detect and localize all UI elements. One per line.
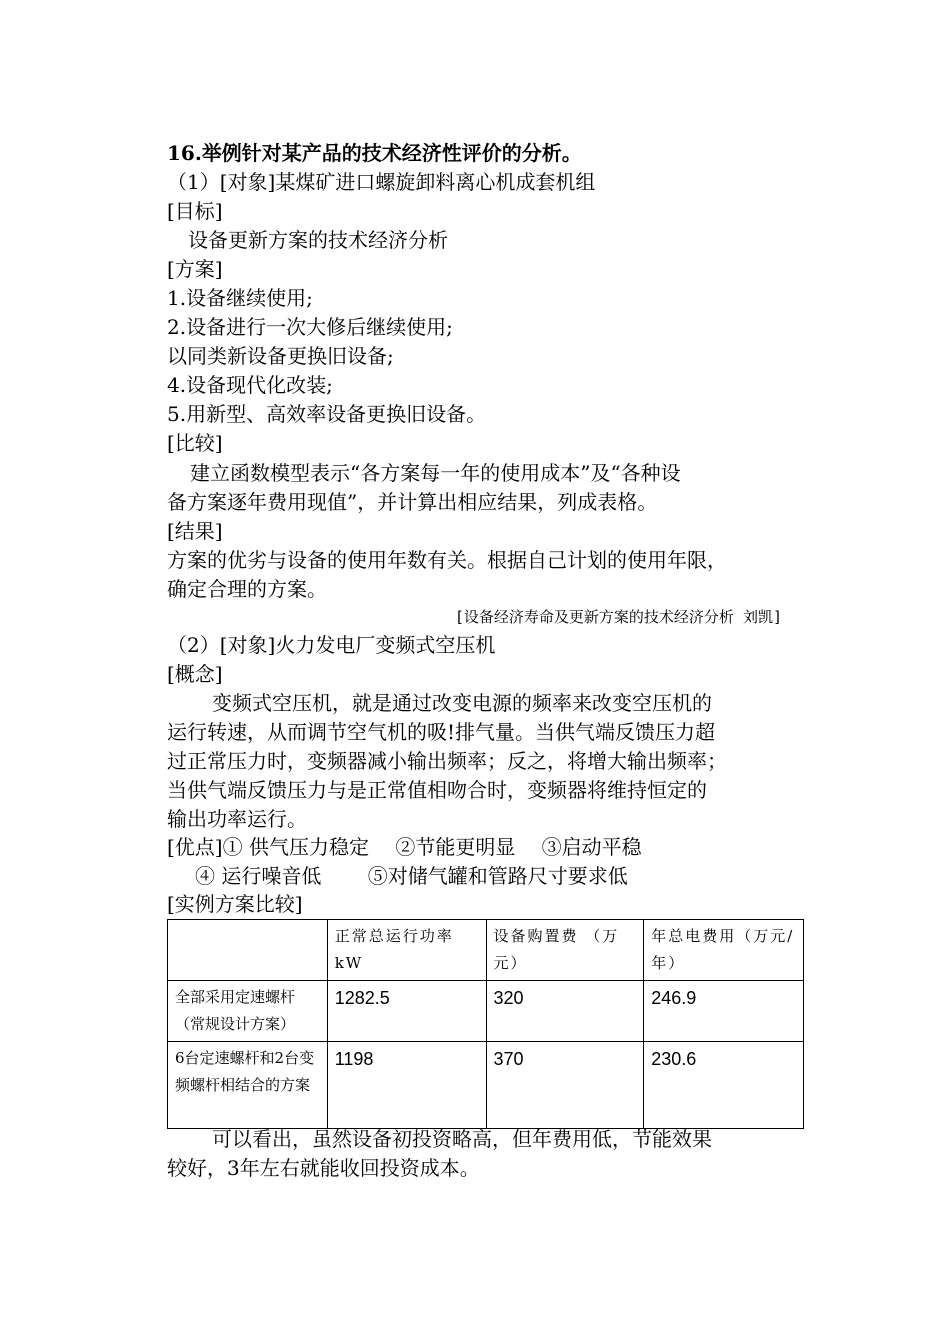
case1-compare-label: [比较] <box>167 431 223 455</box>
case1-result-label: [结果] <box>167 519 223 543</box>
case2-object: （2）[对象]火力发电厂变频式空压机 <box>167 633 496 657</box>
table-cell: 230.6 <box>644 1042 804 1129</box>
conclusion-text: 较好，3年左右就能收回投资成本。 <box>167 1156 480 1180</box>
example-label: [实例方案比较] <box>167 892 303 916</box>
table-header-row <box>168 920 804 981</box>
table-row <box>168 981 804 1042</box>
reference-citation: [设备经济寿命及更新方案的技术经济分析 刘凯] <box>454 608 782 626</box>
concept-text: 变频式空压机，就是通过改变电源的频率来改变空压机的 <box>212 691 712 715</box>
concept-text: 当供气端反馈压力与是正常值相吻合时，变频器将维持恒定的 <box>167 778 707 802</box>
question-title: 16.举例针对某产品的技术经济性评价的分析。 <box>167 141 582 165</box>
table-row-header: 全部采用定速螺杆（常规设计方案） <box>168 981 328 1042</box>
case1-object: （1）[对象]某煤矿进口螺旋卸料离心机成套机组 <box>167 170 596 194</box>
plan-item: 4.设备现代化改装; <box>167 373 333 397</box>
case1-plan-label: [方案] <box>167 257 223 281</box>
table-row <box>168 1042 804 1129</box>
concept-text: 输出功率运行。 <box>167 807 307 831</box>
concept-text: 过正常压力时，变频器减小输出频率；反之，将增大输出频率； <box>167 749 727 773</box>
compare-text: 备方案逐年费用现值”，并计算出相应结果，列成表格。 <box>167 490 658 514</box>
advantages-line: ④ 运行噪音低 ⑤对储气罐和管路尺寸要求低 <box>195 864 628 888</box>
case1-goal-label: [目标] <box>167 199 223 223</box>
plan-item: 2.设备进行一次大修后继续使用; <box>167 315 453 339</box>
table-header-cell: 正常总运行功率kW <box>327 920 486 981</box>
conclusion-text: 可以看出，虽然设备初投资略高，但年费用低，节能效果 <box>212 1127 712 1151</box>
case2-concept-label: [概念] <box>167 662 223 686</box>
plan-item: 以同类新设备更换旧设备; <box>167 344 394 368</box>
plan-item: 1.设备继续使用; <box>167 286 313 310</box>
plan-item: 5.用新型、高效率设备更换旧设备。 <box>167 402 487 426</box>
result-text: 方案的优劣与设备的使用年数有关。根据自己计划的使用年限， <box>167 548 727 572</box>
table-cell: 370 <box>486 1042 644 1129</box>
table-header-cell <box>168 920 328 981</box>
advantages-line: [优点]① 供气压力稳定 ②节能更明显 ③启动平稳 <box>167 835 642 859</box>
concept-text: 运行转速，从而调节空气机的吸!排气量。当供气端反馈压力超 <box>167 720 716 744</box>
table-cell: 246.9 <box>644 981 804 1042</box>
case1-goal: 设备更新方案的技术经济分析 <box>188 228 448 252</box>
table-cell: 1198 <box>327 1042 486 1129</box>
table-cell: 320 <box>486 981 644 1042</box>
comparison-table <box>167 919 804 1129</box>
table-header-cell: 设备购置费 （万元） <box>486 920 644 981</box>
table-header-cell: 年总电费用（万元/年） <box>644 920 804 981</box>
table-row-header: 6台定速螺杆和2台变频螺杆相结合的方案 <box>168 1042 328 1129</box>
result-text: 确定合理的方案。 <box>167 577 327 601</box>
table-cell: 1282.5 <box>327 981 486 1042</box>
compare-text: 建立函数模型表示“各方案每一年的使用成本”及“各种设 <box>190 461 681 485</box>
